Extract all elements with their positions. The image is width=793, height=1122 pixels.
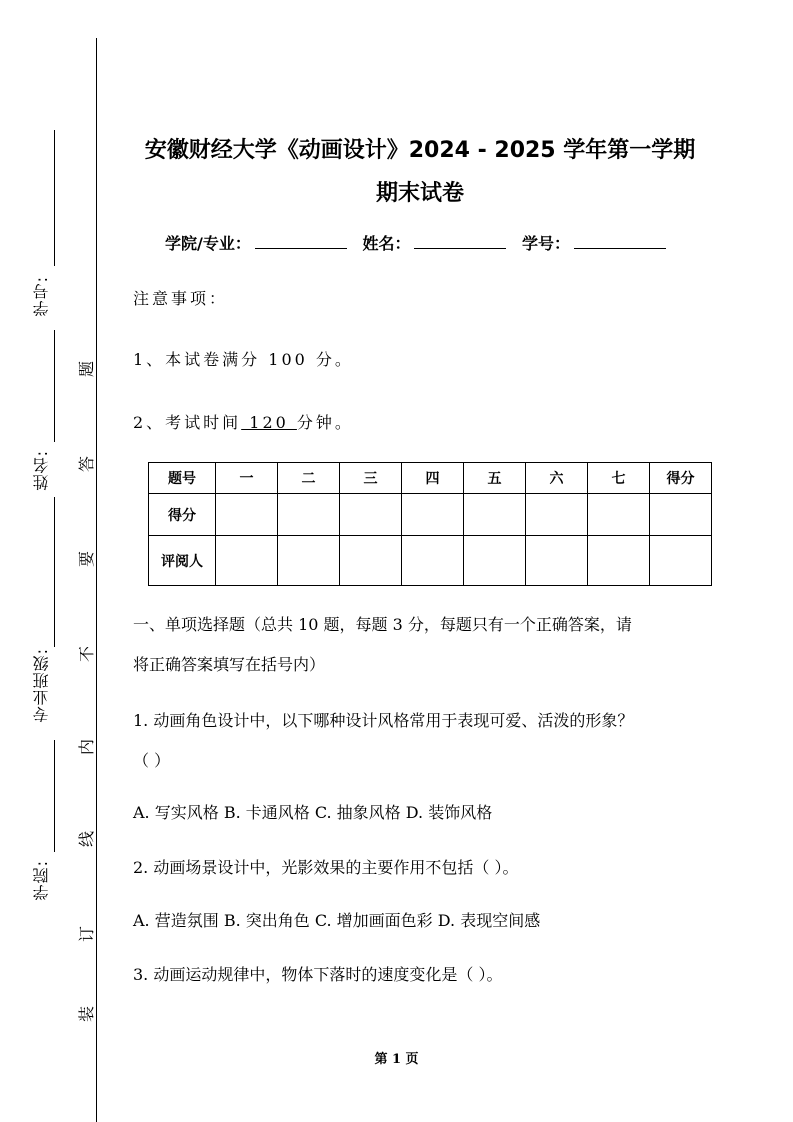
student-id-label: 学号:	[32, 276, 51, 317]
header-cell: 七	[588, 463, 650, 494]
reviewer-cell[interactable]	[340, 536, 402, 586]
table-header-row	[149, 463, 712, 494]
header-cell: 三	[340, 463, 402, 494]
reviewer-cell[interactable]	[526, 536, 588, 586]
question-2-options: A. 营造氛围 B. 突出角色 C. 增加画面色彩 D. 表现空间感	[133, 911, 541, 930]
seal-char: 题	[77, 361, 96, 378]
seal-char: 装	[77, 1006, 96, 1023]
major-class-line	[54, 740, 55, 852]
college-major-label: 学院/专业：	[165, 234, 251, 253]
header-cell: 五	[464, 463, 526, 494]
seal-char: 内	[77, 739, 96, 756]
section-1-heading: 一、单项选择题（总共 10 题，每题 3 分，每题只有一个正确答案，请	[133, 615, 632, 634]
row-label: 评阅人	[149, 536, 216, 586]
seal-char: 线	[77, 831, 96, 848]
score-cell[interactable]	[216, 494, 278, 536]
name-line	[54, 497, 55, 647]
reviewer-cell[interactable]	[278, 536, 340, 586]
header-cell: 六	[526, 463, 588, 494]
score-cell[interactable]	[464, 494, 526, 536]
binding-margin-line	[96, 38, 97, 1122]
reviewer-cell[interactable]	[588, 536, 650, 586]
score-cell[interactable]	[402, 494, 464, 536]
question-1-stem: 1. 动画角色设计中，以下哪种设计风格常用于表现可爱、活泼的形象？	[133, 711, 634, 730]
student-id-line-lower	[54, 330, 55, 442]
row-label: 得分	[149, 494, 216, 536]
notice-item-1: 1、本试卷满分 100 分。	[133, 350, 354, 369]
exam-duration: 120	[241, 413, 297, 432]
score-cell[interactable]	[278, 494, 340, 536]
header-cell: 二	[278, 463, 340, 494]
exam-subtitle: 期末试卷	[375, 181, 464, 206]
score-cell[interactable]	[526, 494, 588, 536]
notice-heading: 注意事项：	[133, 289, 229, 308]
college-label-vertical: 学院:	[32, 860, 51, 901]
question-1-options: A. 写实风格 B. 卡通风格 C. 抽象风格 D. 装饰风格	[133, 803, 493, 822]
question-1-answer-blank: （ ）	[133, 751, 171, 770]
student-id-field[interactable]	[574, 234, 666, 249]
seal-char: 不	[77, 646, 96, 663]
major-class-label: 专业班级:	[32, 648, 51, 723]
exam-title: 安徽财经大学《动画设计》2024 - 2025 学年第一学期	[144, 138, 696, 163]
student-id-line-upper	[54, 130, 55, 266]
section-1-heading-cont: 将正确答案填写在括号内）	[133, 655, 326, 674]
seal-char: 订	[77, 926, 96, 943]
page-number: 第 1 页	[374, 1052, 419, 1067]
table-row	[149, 494, 712, 536]
name-field[interactable]	[414, 234, 506, 249]
notice-item-2: 2、考试时间 120 分钟。	[133, 413, 354, 432]
reviewer-cell[interactable]	[402, 536, 464, 586]
score-cell[interactable]	[340, 494, 402, 536]
student-id-label-inline: 学号：	[522, 234, 571, 253]
table-row	[149, 536, 712, 586]
name-label: 姓名：	[362, 234, 411, 253]
question-2-stem: 2. 动画场景设计中，光影效果的主要作用不包括（ ）。	[133, 858, 519, 877]
seal-char: 要	[77, 551, 96, 568]
question-3-stem: 3. 动画运动规律中，物体下落时的速度变化是（ ）。	[133, 965, 503, 984]
score-table	[148, 462, 712, 586]
reviewer-cell[interactable]	[216, 536, 278, 586]
reviewer-cell[interactable]	[650, 536, 712, 586]
seal-char: 答	[77, 456, 96, 473]
name-label-vertical: 姓名:	[32, 450, 51, 491]
header-cell: 题号	[149, 463, 216, 494]
reviewer-cell[interactable]	[464, 536, 526, 586]
score-cell[interactable]	[650, 494, 712, 536]
header-cell: 得分	[650, 463, 712, 494]
college-major-field[interactable]	[255, 234, 347, 249]
score-cell[interactable]	[588, 494, 650, 536]
header-cell: 四	[402, 463, 464, 494]
student-info-row	[165, 231, 676, 254]
header-cell: 一	[216, 463, 278, 494]
